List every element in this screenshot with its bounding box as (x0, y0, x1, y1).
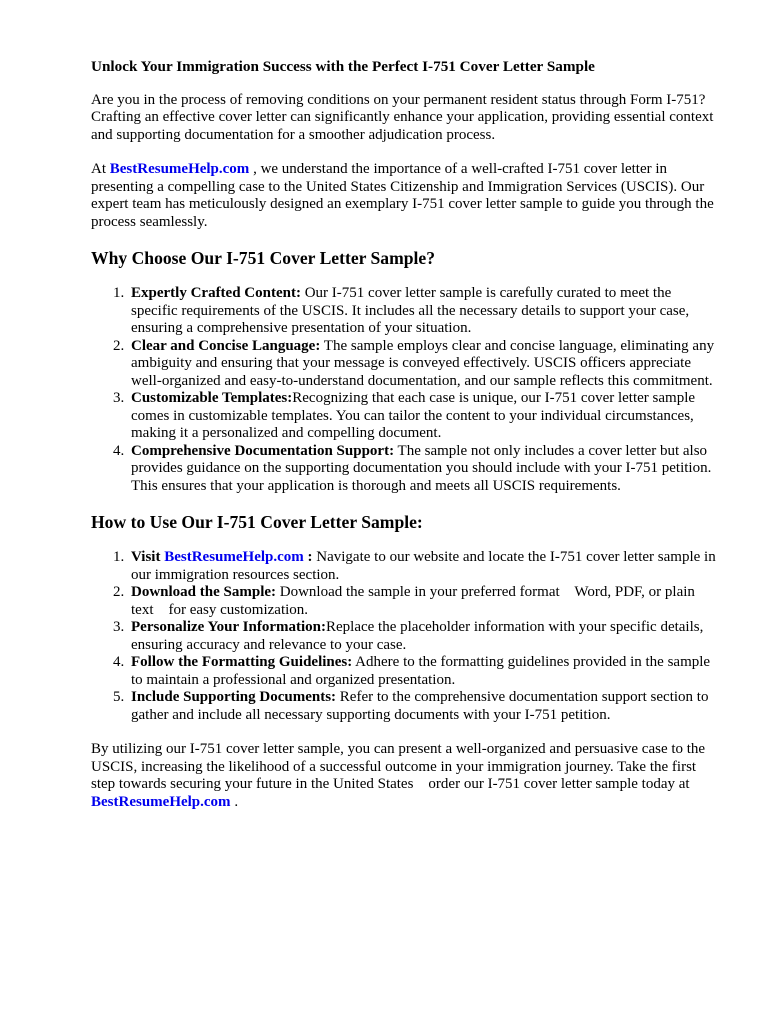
how-list-item-5 (128, 689, 721, 724)
item-label: Visit (131, 549, 165, 565)
item-label: Personalize Your Information: (131, 619, 326, 635)
item-label: Expertly Crafted Content: (131, 285, 301, 301)
closing-text: By utilizing our I-751 cover letter sample, you can present a well-organized and persuasive case to the USCIS, increasing the likelihood of a successful outcome in your immigration journey. Take the first step towards securing your future in the United States order our I-751 cover letter sample today at (91, 741, 706, 792)
bestresumehelp-link[interactable]: BestResumeHelp.com (109, 161, 250, 177)
item-label: Customizable Templates: (131, 390, 293, 406)
why-section-heading: Why Choose Our I-751 Cover Letter Sample? (91, 248, 436, 268)
item-label: Clear and Concise Language: (131, 337, 321, 354)
closing-paragraph (91, 741, 721, 811)
why-list-item-1 (128, 285, 721, 338)
document-title: Unlock Your Immigration Success with the Perfect I-751 Cover Letter Sample (91, 58, 595, 75)
intro-paragraph: Are you in the process of removing conditions on your permanent resident status through Form I-751? Crafting an effective cover letter can significantly enhance your application, providing essential context and supporting documentation for a smoother adjudication process. (91, 91, 714, 143)
why-list-item-4 (128, 443, 721, 496)
about-paragraph (91, 161, 721, 231)
item-text: Navigate to our website and locate the I-751 cover letter sample in our immigration resources section. (131, 549, 716, 583)
item-text: Recognizing that each case is unique, our I-751 cover letter sample comes in customizable templates. You can tailor the content to your individual circumstances, making it a personalized and compelling document. (131, 390, 696, 441)
item-label-colon: : (303, 549, 313, 565)
item-text: Our I-751 cover letter sample is carefully curated to meet the specific requirements of the USCIS. It includes all the necessary details to support your case, ensuring a comprehensive presentation of your situation. (131, 285, 690, 336)
closing-period: . (230, 793, 239, 810)
item-label: Download the Sample: (131, 584, 277, 600)
item-text: Download the sample in your preferred format Word, PDF, or plain text for easy customization. (131, 584, 695, 618)
how-list (91, 549, 721, 724)
why-list-item-2 (128, 338, 721, 391)
item-text: Replace the placeholder information with your specific details, ensuring accuracy and relevance to your case. (131, 619, 704, 653)
bestresumehelp-link[interactable]: BestResumeHelp.com (91, 793, 231, 810)
how-list-item-1 (128, 549, 721, 584)
how-list-item-3 (128, 619, 721, 654)
item-text: The sample not only includes a cover letter but also provides guidance on the supporting documentation you should include with your I-751 petition. This ensures that your application is thorough and meets all USCIS requirements. (131, 442, 712, 494)
bestresumehelp-link[interactable]: BestResumeHelp.com (164, 549, 304, 565)
about-suffix: , we understand the importance of a well-crafted I-751 cover letter in presenting a compelling case to the United States Citizenship and Immigration Services (USCIS). Our expert team has meticulously designed an exemplary I-751 cover letter sample to guide you through the process seamlessly. (91, 161, 714, 230)
why-list (91, 285, 721, 495)
item-text: Adhere to the formatting guidelines provided in the sample to maintain a professional and organized presentation. (131, 654, 711, 688)
item-text: The sample employs clear and concise language, eliminating any ambiguity and ensuring that your message is conveyed effectively. USCIS officers appreciate well-organized and easy-to-understand documentation, and our sample reflects this commitment. (131, 337, 715, 389)
item-label: Include Supporting Documents: (131, 689, 337, 705)
about-prefix: At (91, 161, 110, 177)
how-list-item-2 (128, 584, 721, 619)
why-list-item-3 (128, 390, 721, 443)
item-label: Follow the Formatting Guidelines: (131, 654, 353, 670)
how-list-item-4 (128, 654, 721, 689)
item-text: Refer to the comprehensive documentation support section to gather and include all necessary supporting documents with your I-751 petition. (131, 689, 709, 723)
how-section-heading: How to Use Our I-751 Cover Letter Sample: (91, 512, 423, 532)
item-label: Comprehensive Documentation Support: (131, 442, 395, 459)
